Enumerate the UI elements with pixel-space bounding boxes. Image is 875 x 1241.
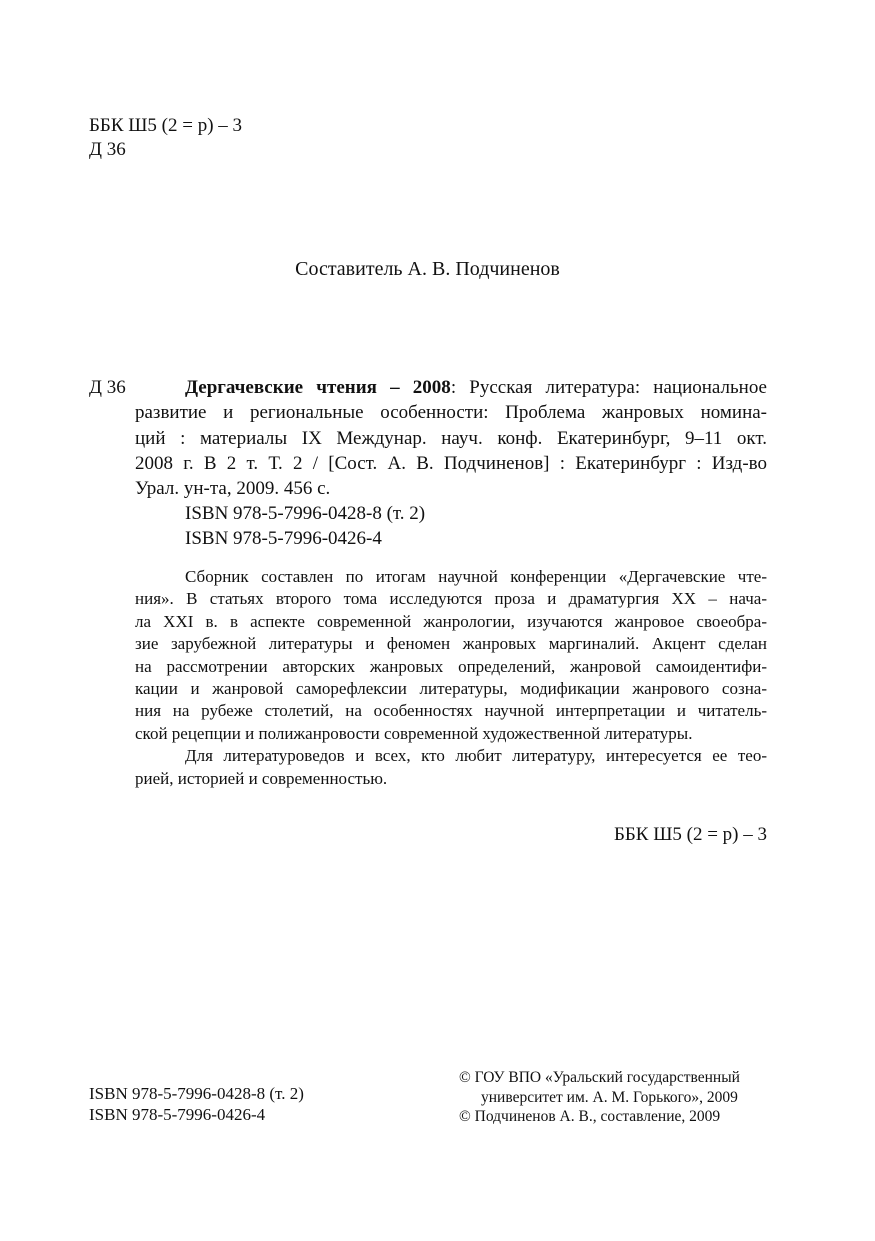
isbn-footer: [89, 1083, 304, 1125]
isbn-volume: ISBN 978-5-7996-0428-8 (т. 2): [185, 503, 426, 524]
annotation-line: Для литературоведов и всех, кто любит литературу, интересуется ее тео-: [185, 746, 767, 766]
annotation-line: Сборник составлен по итогам научной конференции «Дергачевские чте-: [185, 567, 767, 586]
card-line: Урал. ун-та, 2009. 456 с.: [135, 478, 331, 500]
compiler-line: Составитель А. В. Подчиненов: [295, 258, 560, 280]
card-line: развитие и региональные особенности: Проблема жанровых номина-: [135, 402, 767, 424]
catalog-card: [135, 375, 767, 501]
bbk-index-bottom: ББК Ш5 (2 = р) – 3: [613, 824, 767, 845]
annotation-line: ла XXI в. в аспекте современной жанрологии, изучаются жанровое своеобра-: [135, 611, 767, 631]
card-author-mark: Д 36: [89, 377, 126, 398]
annotation-line: ния». В статьях второго тома исследуются проза и драматургия XX – нача-: [135, 589, 767, 609]
isbn-volume: ISBN 978-5-7996-0428-8 (т. 2): [89, 1084, 304, 1103]
annotation-line: ния на рубеже столетий, на особенностях научной интерпретации и читатель-: [135, 701, 767, 721]
book-title: Дергачевские чтения – 2008: [185, 377, 451, 398]
bbk-index-top: [89, 114, 242, 162]
bbk-code: ББК Ш5 (2 = р) – 3: [89, 115, 243, 136]
isbn-set: ISBN 978-5-7996-0426-4: [89, 1105, 266, 1124]
copyright-block: [459, 1068, 740, 1127]
annotation-line: на рассмотрении авторских жанровых определений, жанровой самоидентифи-: [135, 656, 767, 676]
card-isbn-block: [185, 501, 425, 551]
author-mark: Д 36: [89, 139, 126, 160]
copyright-publisher-cont: университет им. А. М. Горького», 2009: [481, 1088, 738, 1106]
annotation-line: ской рецепции и полижанровости современной художественной литературы.: [135, 723, 693, 743]
copyright-publisher: © ГОУ ВПО «Уральский государственный: [459, 1069, 740, 1086]
annotation: [135, 566, 767, 790]
card-line: ций : материалы IX Междунар. науч. конф. Екатеринбург, 9–11 окт.: [135, 427, 767, 449]
annotation-line: рией, историей и современностью.: [135, 768, 388, 788]
card-line: 2008 г. В 2 т. Т. 2 / [Сост. А. В. Подчиненов] : Екатеринбург : Изд-во: [135, 452, 767, 474]
copyright-compiler: © Подчиненов А. В., составление, 2009: [459, 1108, 721, 1125]
card-line-text: : Русская литература: национальное: [450, 377, 767, 398]
isbn-set: ISBN 978-5-7996-0426-4: [185, 528, 382, 549]
card-line: [135, 375, 767, 400]
annotation-line: зие зарубежной литературы и феномен жанровых маргиналий. Акцент сделан: [135, 634, 767, 654]
annotation-line: кации и жанровой саморефлексии литературы, модификации жанрового созна-: [135, 679, 767, 699]
